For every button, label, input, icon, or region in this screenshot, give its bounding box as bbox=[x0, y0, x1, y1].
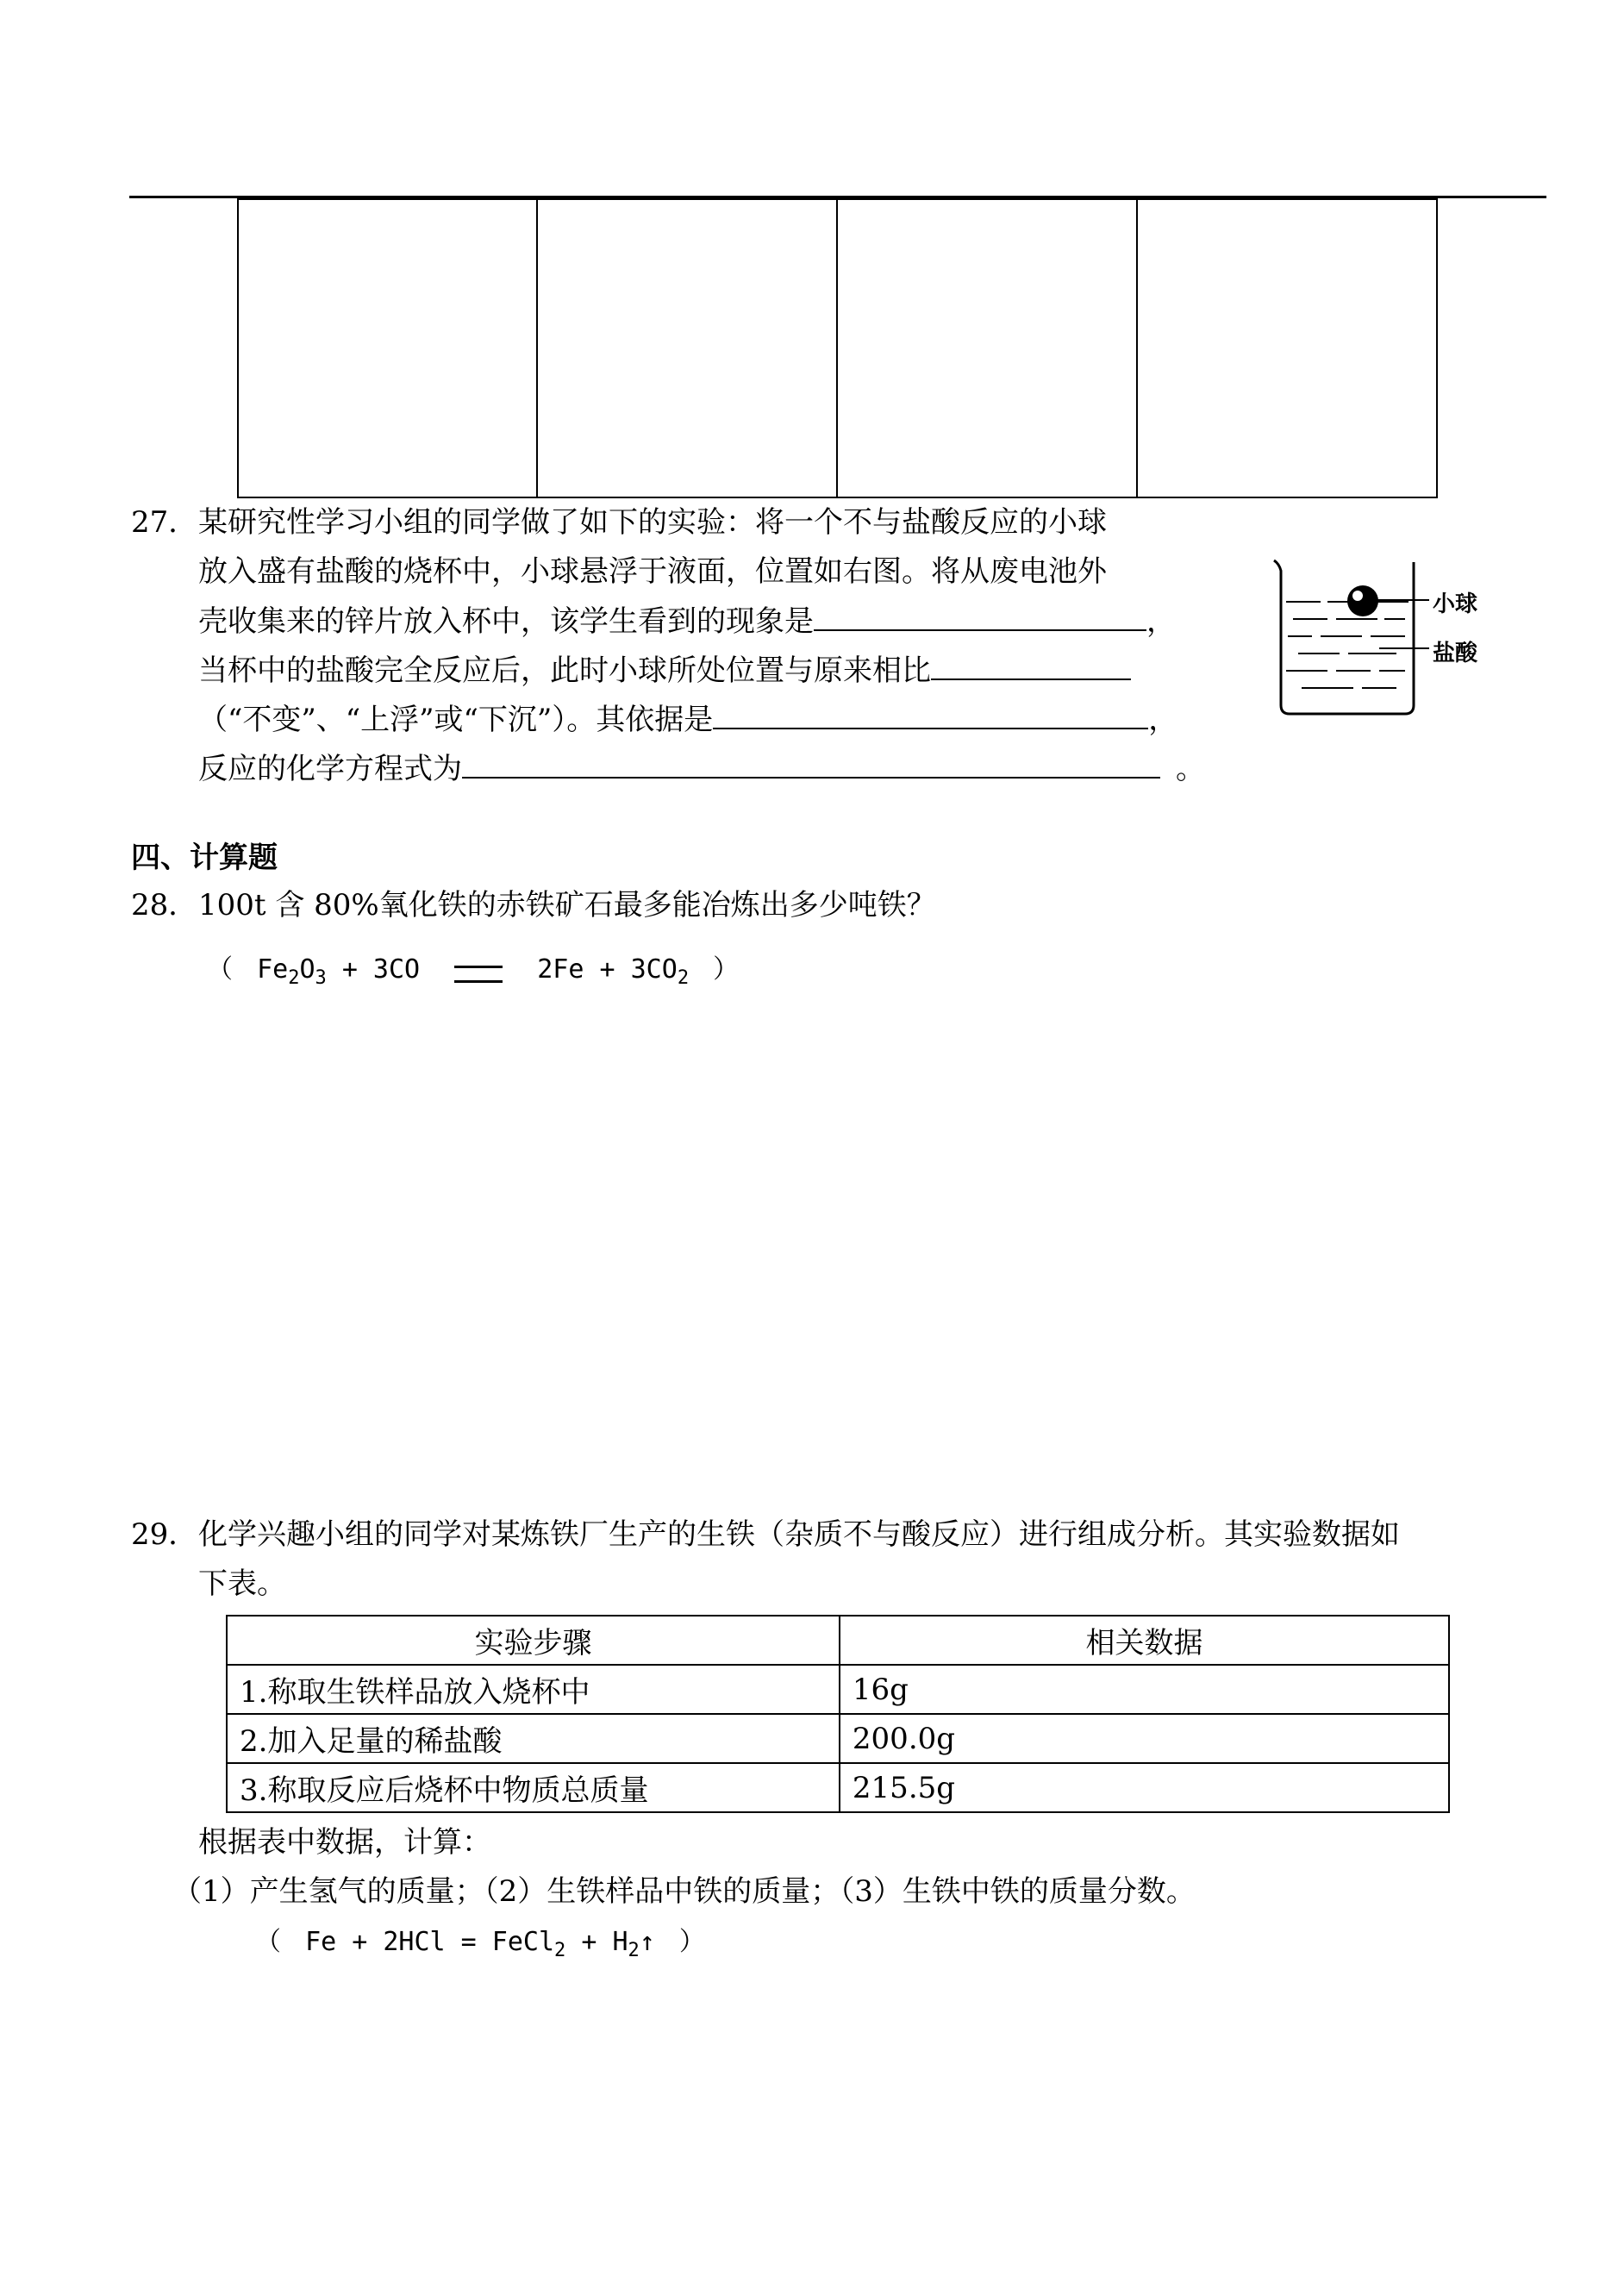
answer-box-3 bbox=[836, 198, 1138, 498]
q27-line6 bbox=[198, 751, 1205, 786]
q27-line4 bbox=[198, 653, 1131, 688]
q29-line1: 化学兴趣小组的同学对某炼铁厂生产的生铁（杂质不与酸反应）进行组成分析。其实验数据如 bbox=[198, 1517, 1400, 1552]
table-header-data: 相关数据 bbox=[840, 1616, 1449, 1665]
q27-line6-end: 。 bbox=[1176, 752, 1205, 786]
q27-line2: 放入盛有盐酸的烧杯中，小球悬浮于液面，位置如右图。将从废电池外 bbox=[198, 554, 1107, 589]
q27-number: 27． bbox=[131, 505, 198, 540]
table-cell-value: 215.5g bbox=[840, 1763, 1449, 1812]
table-row bbox=[227, 1763, 1449, 1812]
q29-number: 29． bbox=[131, 1517, 198, 1552]
table-cell-step: 1.称取生铁样品放入烧杯中 bbox=[227, 1665, 840, 1714]
figure-label-ball: 小球 bbox=[1433, 591, 1478, 617]
q27-line3-text: 壳收集来的锌片放入杯中，该学生看到的现象是 bbox=[198, 604, 814, 639]
q27-line5-end: ， bbox=[1148, 703, 1178, 737]
q27-line6-text: 反应的化学方程式为 bbox=[198, 752, 462, 786]
table-header-row bbox=[227, 1616, 1449, 1665]
answer-box-1 bbox=[237, 198, 538, 498]
table-row bbox=[227, 1665, 1449, 1714]
ball bbox=[1347, 585, 1378, 616]
table-cell-value: 200.0g bbox=[840, 1714, 1449, 1763]
table-cell-value: 16g bbox=[840, 1665, 1449, 1714]
figure-label-acid: 盐酸 bbox=[1433, 641, 1478, 666]
q28-number: 28． bbox=[131, 888, 198, 922]
q29-equation: （ Fe + 2HCl = FeCl$_2$ + $H_2↑$ ） bbox=[255, 1927, 705, 1961]
q27-blank-position[interactable] bbox=[931, 653, 1131, 680]
q29-after-table: 根据表中数据，计算： bbox=[198, 1825, 491, 1860]
answer-box-2 bbox=[536, 198, 838, 498]
table-row bbox=[227, 1714, 1449, 1763]
eq-close: ） bbox=[713, 954, 740, 985]
eq-fe2o3: $Fe_2O_3$ bbox=[257, 954, 327, 989]
q27-line3 bbox=[198, 603, 1176, 639]
q27-line1: 某研究性学习小组的同学做了如下的实验：将一个不与盐酸反应的小球 bbox=[198, 505, 1107, 540]
q27-line5 bbox=[198, 702, 1177, 737]
q28-equation bbox=[207, 953, 739, 996]
eq-reaction-sign bbox=[454, 966, 503, 983]
table-header-step: 实验步骤 bbox=[227, 1616, 840, 1665]
table-cell-step: 3.称取反应后烧杯中物质总质量 bbox=[227, 1763, 840, 1812]
eq-open: （ bbox=[207, 954, 233, 985]
data-table bbox=[226, 1615, 1450, 1813]
answer-box-4 bbox=[1136, 198, 1438, 498]
q27-blank-phenomenon[interactable] bbox=[814, 603, 1146, 631]
q27-line5-text: （“不变”、“上浮”或“下沉”）。其依据是 bbox=[198, 703, 714, 737]
q28-text: 100t 含 80%氧化铁的赤铁矿石最多能冶炼出多少吨铁？ bbox=[198, 888, 936, 922]
q27-line4-text: 当杯中的盐酸完全反应后，此时小球所处位置与原来相比 bbox=[198, 653, 931, 688]
q29-line2: 下表。 bbox=[198, 1566, 286, 1601]
q27-blank-equation[interactable] bbox=[462, 751, 1160, 779]
gas-arrow-icon: ↑ bbox=[639, 1927, 655, 1957]
acid-lines bbox=[1286, 602, 1409, 688]
section-title: 四、计算题 bbox=[131, 841, 278, 875]
eq-plus-co: + 3CO bbox=[341, 954, 421, 985]
q29-subquestions: （1）产生氢气的质量；（2）生铁样品中铁的质量；（3）生铁中铁的质量分数。 bbox=[172, 1874, 1196, 1909]
table-cell-step: 2.加入足量的稀盐酸 bbox=[227, 1714, 840, 1763]
eq-products: $2Fe + 3CO_2$ bbox=[537, 954, 690, 989]
q27-line3-end: ， bbox=[1146, 604, 1176, 639]
q27-blank-basis[interactable] bbox=[713, 702, 1148, 729]
